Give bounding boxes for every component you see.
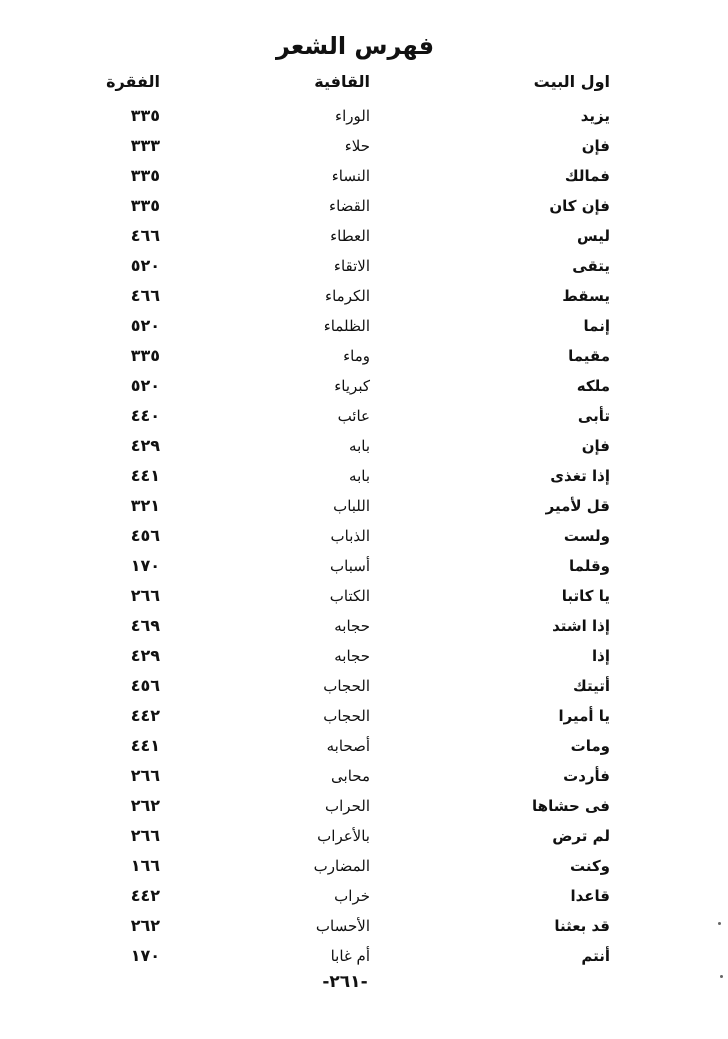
header-rhyme: القافية — [314, 72, 370, 91]
rhyme: الأحساب — [315, 917, 370, 935]
paragraph-number: ٣٣٥ — [130, 346, 160, 365]
paragraph-number: ٤٤١ — [130, 466, 160, 485]
first-word: ملكه — [576, 377, 610, 395]
table-row — [0, 881, 728, 911]
table-row — [0, 311, 728, 341]
rhyme: بابه — [349, 437, 370, 455]
paragraph-number: ٤٦٩ — [130, 616, 160, 635]
paragraph-number: ٤٤٢ — [130, 706, 160, 725]
paragraph-number: ١٧٠ — [130, 556, 160, 575]
rhyme: بالأعراب — [317, 827, 370, 845]
first-word: أنتم — [581, 947, 610, 965]
first-word: فإن — [581, 437, 610, 455]
paragraph-number: ٤٢٩ — [130, 646, 160, 665]
scan-speck — [718, 922, 721, 925]
paragraph-number: ٢٦٦ — [130, 766, 160, 785]
paragraph-number: ٣٣٥ — [130, 166, 160, 185]
first-word: يسقط — [562, 287, 610, 305]
page-number: -٢٦١- — [322, 972, 368, 992]
first-word: إذا تغذى — [550, 467, 610, 485]
table-row — [0, 551, 728, 581]
paragraph-number: ٤٢٩ — [130, 436, 160, 455]
rhyme: الحراب — [325, 797, 370, 815]
rhyme: أم غابا — [330, 947, 370, 965]
first-word: فى حشاها — [532, 797, 610, 815]
first-word: قل لأمير — [545, 497, 610, 515]
rhyme: خراب — [334, 887, 370, 905]
rhyme: حجابه — [334, 617, 370, 635]
paragraph-number: ٣٣٥ — [130, 106, 160, 125]
table-row — [0, 641, 728, 671]
paragraph-number: ٢٦٦ — [130, 826, 160, 845]
rhyme: عائب — [337, 407, 370, 425]
first-word: فمالك — [564, 167, 610, 185]
rhyme: الكتاب — [329, 587, 370, 605]
paragraph-number: ٤٥٦ — [130, 676, 160, 695]
first-word: يزيد — [580, 107, 610, 125]
rhyme: اللباب — [333, 497, 370, 515]
table-row — [0, 161, 728, 191]
rhyme: النساء — [331, 167, 370, 185]
paragraph-number: ٥٢٠ — [130, 376, 160, 395]
table-row — [0, 521, 728, 551]
first-word: يا أميرا — [558, 707, 610, 725]
rhyme: الذباب — [330, 527, 370, 545]
first-word: أتيتك — [573, 677, 610, 695]
rhyme: الحجاب — [323, 707, 370, 725]
table-row — [0, 761, 728, 791]
table-row — [0, 611, 728, 641]
page-title: فهرس الشعر — [275, 32, 435, 60]
rhyme: حلاء — [344, 137, 370, 155]
rhyme: العطاء — [330, 227, 370, 245]
first-word: فإن — [581, 137, 610, 155]
table-row — [0, 491, 728, 521]
first-word: فإن كان — [549, 197, 610, 215]
table-row — [0, 791, 728, 821]
paragraph-number: ٤٤٢ — [130, 886, 160, 905]
first-word: ومات — [570, 737, 610, 755]
rhyme: الظلماء — [323, 317, 370, 335]
header-paragraph: الفقرة — [106, 72, 160, 91]
rhyme: المضارب — [313, 857, 370, 875]
table-row — [0, 851, 728, 881]
rhyme: الاتقاء — [333, 257, 370, 275]
rhyme: محابى — [331, 767, 370, 785]
table-row — [0, 671, 728, 701]
table-row — [0, 821, 728, 851]
paragraph-number: ٤٦٦ — [130, 226, 160, 245]
paragraph-number: ١٦٦ — [130, 856, 160, 875]
table-row — [0, 281, 728, 311]
first-word: إذا اشتد — [552, 617, 610, 635]
paragraph-number: ٢٦٦ — [130, 586, 160, 605]
rhyme: الوراء — [335, 107, 370, 125]
scan-speck — [720, 975, 723, 978]
first-word: ولست — [563, 527, 610, 545]
paragraph-number: ٤٥٦ — [130, 526, 160, 545]
paragraph-number: ٣٢١ — [130, 496, 160, 515]
rhyme: بابه — [349, 467, 370, 485]
rhyme: القضاء — [329, 197, 370, 215]
first-word: لم ترض — [552, 827, 610, 845]
first-word: قاعدا — [570, 887, 610, 905]
paragraph-number: ١٧٠ — [130, 946, 160, 965]
rhyme: كبرياء — [334, 377, 370, 395]
rhyme: أسباب — [330, 557, 370, 575]
first-word: ليس — [577, 227, 610, 245]
paragraph-number: ٢٦٢ — [130, 796, 160, 815]
rhyme: الحجاب — [323, 677, 370, 695]
first-word: إنما — [583, 317, 610, 335]
first-word: إذا — [592, 647, 610, 665]
table-row — [0, 341, 728, 371]
paragraph-number: ٢٦٢ — [130, 916, 160, 935]
table-row — [0, 911, 728, 941]
first-word: تأبى — [577, 407, 610, 425]
paragraph-number: ٥٢٠ — [130, 316, 160, 335]
table-row — [0, 581, 728, 611]
first-word: مقيما — [568, 347, 610, 365]
paragraph-number: ٤٤٠ — [130, 406, 160, 425]
table-row — [0, 191, 728, 221]
table-row — [0, 461, 728, 491]
table-header — [0, 72, 728, 98]
index-table — [0, 101, 728, 971]
table-row — [0, 251, 728, 281]
rhyme: وماء — [343, 347, 370, 365]
table-row — [0, 701, 728, 731]
first-word: فأردت — [563, 767, 610, 785]
table-row — [0, 431, 728, 461]
rhyme: حجابه — [334, 647, 370, 665]
paragraph-number: ٤٦٦ — [130, 286, 160, 305]
paragraph-number: ٣٣٥ — [130, 196, 160, 215]
rhyme: أصحابه — [326, 737, 370, 755]
table-row — [0, 731, 728, 761]
rhyme: الكرماء — [325, 287, 370, 305]
table-row — [0, 401, 728, 431]
first-word: وقلما — [569, 557, 610, 575]
table-row — [0, 371, 728, 401]
table-row — [0, 101, 728, 131]
table-row — [0, 131, 728, 161]
table-row — [0, 941, 728, 971]
paragraph-number: ٤٤١ — [130, 736, 160, 755]
first-word: يتقى — [572, 257, 610, 275]
header-first-word: اول البيت — [533, 72, 610, 91]
paragraph-number: ٣٣٣ — [130, 136, 160, 155]
first-word: قد بعثنا — [554, 917, 610, 935]
table-row — [0, 221, 728, 251]
paragraph-number: ٥٢٠ — [130, 256, 160, 275]
first-word: وكنت — [569, 857, 610, 875]
first-word: يا كاتبا — [561, 587, 610, 605]
